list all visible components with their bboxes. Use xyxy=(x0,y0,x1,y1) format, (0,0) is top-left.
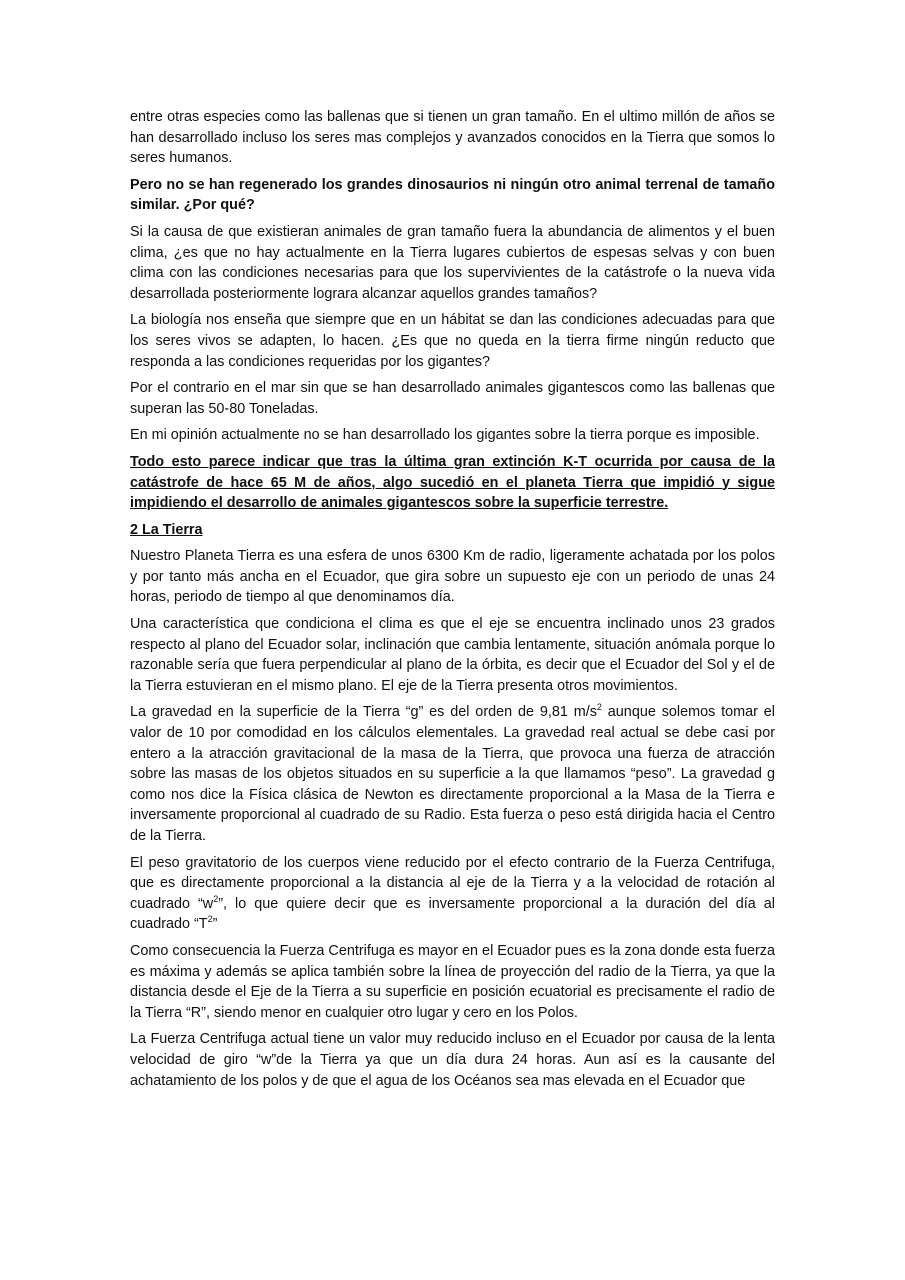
paragraph-conclusion-kt: Todo esto parece indicar que tras la última gran extinción K-T ocurrida por causa de la catástrofe de hace 65 M de años, algo sucedió en el planeta Tierra que impidió y sigue impidiendo el desarrollo de animales gigantescos sobre la superficie terrestre. xyxy=(130,453,775,512)
paragraph-biologia: La biología nos enseña que siempre que en un hábitat se dan las condiciones adecuadas para que los seres vivos se adapten, lo hacen. ¿Es que no queda en la tierra firme ningún reducto que responda a las condiciones requeridas por los gigantes? xyxy=(130,312,775,370)
paragraph-opinion: En mi opinión actualmente no se han desarrollado los gigantes sobre la tierra porque es imposible. xyxy=(130,427,760,444)
peso-text-c: ” xyxy=(212,916,218,933)
section-heading-la-tierra: 2 La Tierra xyxy=(130,521,203,538)
gravedad-text-a: La gravedad en la superficie de la Tierra “g” es del orden de 9,81 m/s xyxy=(130,704,597,721)
superscript-2: 2 xyxy=(213,893,219,904)
paragraph-peso-gravitatorio xyxy=(130,853,775,935)
superscript-2: 2 xyxy=(207,914,213,925)
paragraph-causa-tamano: Si la causa de que existieran animales de gran tamaño fuera la abundancia de alimentos y el buen clima, ¿es que no hay actualmente en la Tierra lugares cubiertos de espesas selvas y con buen clima con las condiciones necesarias para que los supervivientes de la catástrofe o la nueva vida desarrollada posteriormente lograra alcanzar aquellos grandes tamaños? xyxy=(130,223,775,302)
paragraph-fuerza-centrifuga: Como consecuencia la Fuerza Centrifuga es mayor en el Ecuador pues es la zona donde esta fuerza es máxima y además se aplica también sobre la línea de proyección del radio de la Tierra, ya que la distancia desde el Eje de la Tierra a su superficie en posición ecuatorial es precisamente el radio de la Tierra “R”, siendo menor en cualquier otro lugar y cero en los Polos. xyxy=(130,942,775,1021)
superscript-2: 2 xyxy=(596,702,602,713)
gravedad-text-b: aunque solemos tomar el valor de 10 por comodidad en los cálculos elementales. La gravedad real actual se debe casi por entero a la atracción gravitacional de la masa de la Tierra, que provoca una fuerza de atracción sobre las masas de los objetos situados en su superficie a la que llamamos “peso”. La gravedad g como nos dice la Física clásica de Newton es directamente proporcional a la Masa de la Tierra e inversamente proporcional al cuadrado de su Radio. Esta fuerza o peso está dirigida hacia el Centro de la Tierra. xyxy=(130,704,775,844)
paragraph-mar: Por el contrario en el mar sin que se han desarrollado animales gigantescos como las ballenas que superan las 50-80 Toneladas. xyxy=(130,380,775,417)
paragraph-eje-inclinado: Una característica que condiciona el clima es que el eje se encuentra inclinado unos 23 grados respecto al plano del Ecuador solar, inclinación que cambia lentamente, situación anómala porque lo razonable sería que fuera perpendicular al plano de la órbita, es decir que el Ecuador del Sol y el de la Tierra estuvieran en el mismo plano. El eje de la Tierra presenta otros movimientos. xyxy=(130,616,775,694)
peso-text-a: El peso gravitatorio de los cuerpos viene reducido por el efecto contrario de la Fuerza Centrifuga, que es directamente proporcional a la distancia al eje de la Tierra y a la velocidad de rotación al cuadrado “w xyxy=(130,854,775,912)
paragraph-dinosaurios-question: Pero no se han regenerado los grandes dinosaurios ni ningún otro animal terrenal de tamaño similar. ¿Por qué? xyxy=(130,176,775,214)
paragraph-gravedad xyxy=(130,702,775,846)
document-page xyxy=(130,107,775,1097)
peso-text-b: ”, lo que quiere decir que es inversamente proporcional a la duración del día al cuadrado “T xyxy=(130,895,775,933)
paragraph-planeta-tierra: Nuestro Planeta Tierra es una esfera de unos 6300 Km de radio, ligeramente achatada por los polos y por tanto más ancha en el Ecuador, que gira sobre un supuesto eje con un periodo de unas 24 horas, periodo de tiempo al que denominamos día. xyxy=(130,548,775,606)
paragraph-fuerza-centrifuga-actual: La Fuerza Centrifuga actual tiene un valor muy reducido incluso en el Ecuador por causa de la lenta velocidad de giro “w”de la Tierra ya que un día dura 24 horas. Aun así es la causante del achatamiento de los polos y de que el agua de los Océanos sea mas elevada en el Ecuador que xyxy=(130,1031,775,1089)
paragraph-ballenas: entre otras especies como las ballenas que si tienen un gran tamaño. En el ultimo millón de años se han desarrollado incluso los seres mas complejos y avanzados conocidos en la Tierra que somos lo seres humanos. xyxy=(130,109,775,167)
